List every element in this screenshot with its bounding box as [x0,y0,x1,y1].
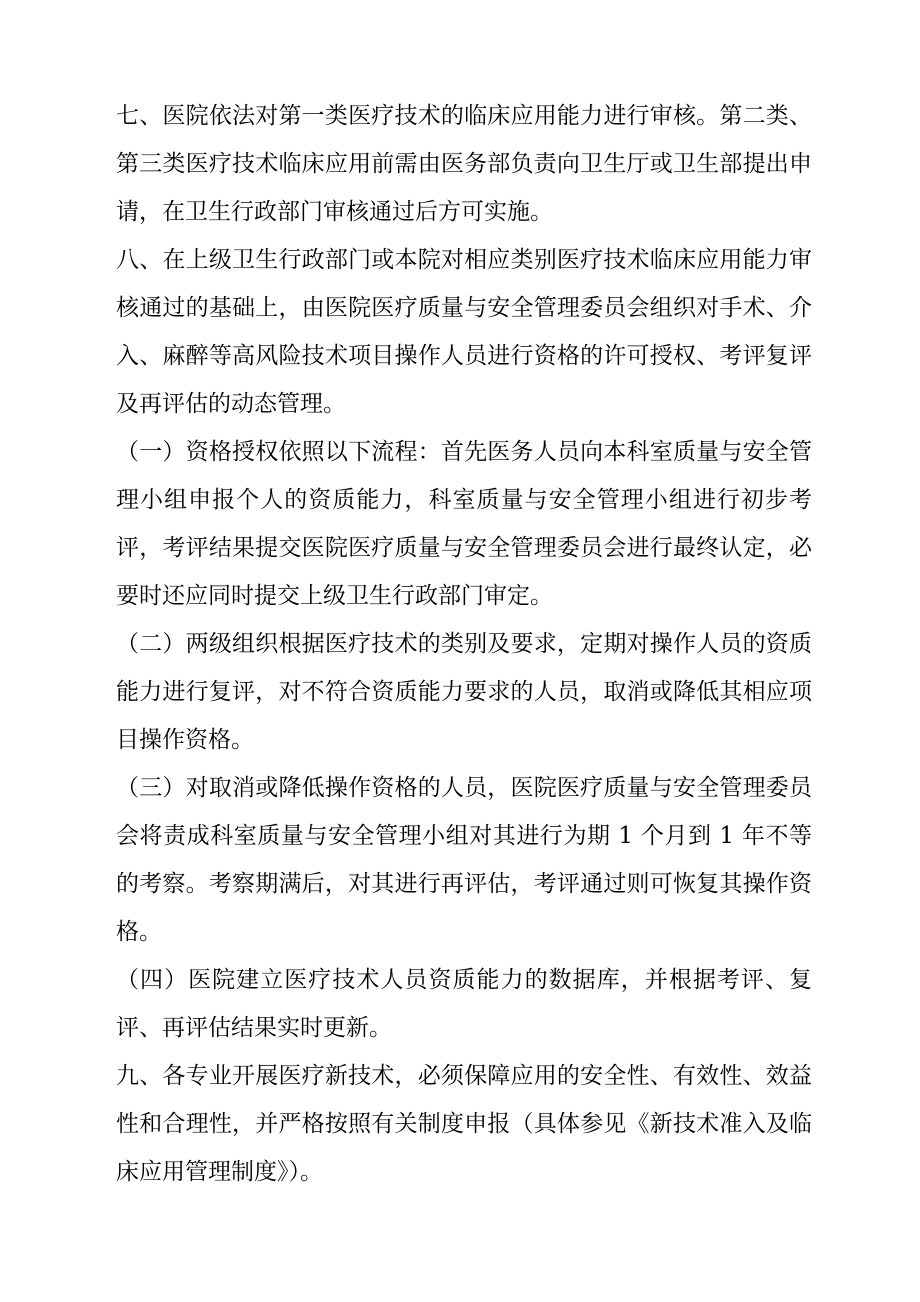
paragraph-subitem-4: （四）医院建立医疗技术人员资质能力的数据库，并根据考评、复评、再评估结果实时更新。 [116,967,812,1041]
paragraph-item-9: 九、各专业开展医疗新技术，必须保障应用的安全性、有效性、效益性和合理性，并严格按照有关制度申报（具体参见《新技术准入及临床应用管理制度》）。 [116,1063,812,1185]
paragraph-item-8: 八、在上级卫生行政部门或本院对相应类别医疗技术临床应用能力审核通过的基础上，由医院医疗质量与安全管理委员会组织对手术、介入、麻醉等高风险技术项目操作人员进行资格的许可授权、考评复评及再评估的动态管理。 [116,247,812,417]
paragraph-subitem-3: （三）对取消或降低操作资格的人员，医院医疗质量与安全管理委员会将责成科室质量与安全管理小组对其进行为期 1 个月到 1 年不等的考察。考察期满后，对其进行再评估，考评通过则可恢复其操作资格。 [116,775,812,945]
document-body [116,92,812,1196]
paragraph-item-7: 七、医院依法对第一类医疗技术的临床应用能力进行审核。第二类、第三类医疗技术临床应用前需由医务部负责向卫生厅或卫生部提出申请，在卫生行政部门审核通过后方可实施。 [116,103,812,225]
paragraph-subitem-1: （一）资格授权依照以下流程：首先医务人员向本科室质量与安全管理小组申报个人的资质能力，科室质量与安全管理小组进行初步考评，考评结果提交医院医疗质量与安全管理委员会进行最终认定，必要时还应同时提交上级卫生行政部门审定。 [116,439,812,609]
paragraph-subitem-2: （二）两级组织根据医疗技术的类别及要求，定期对操作人员的资质能力进行复评，对不符合资质能力要求的人员，取消或降低其相应项目操作资格。 [116,631,812,753]
